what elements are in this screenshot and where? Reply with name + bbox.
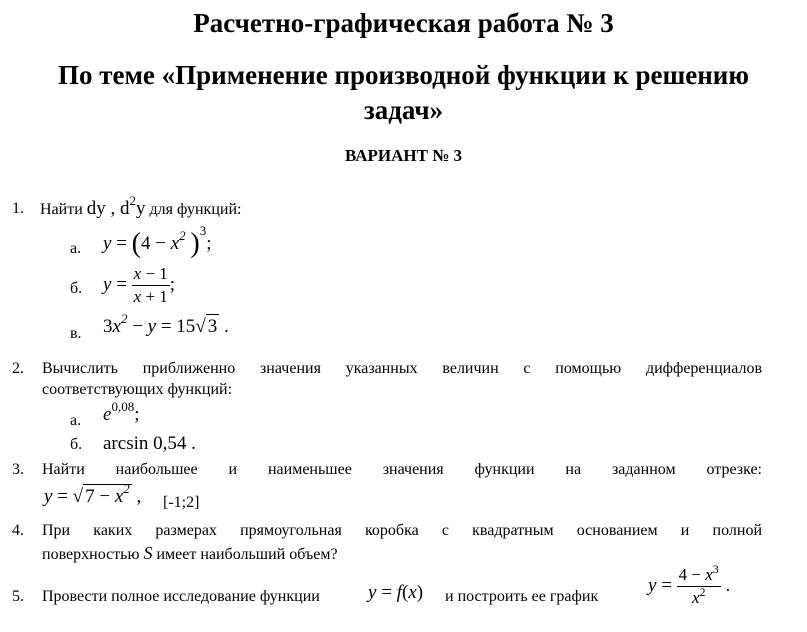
task-5-text-before: Провести полное исследование функции: [42, 588, 320, 605]
task-5-number: 5.: [12, 588, 24, 605]
task-2-line-1: Вычислить приближенно значения указанных величин с помощью дифференциалов: [42, 360, 762, 377]
task-2-item-a-formula: $e^{0,08}$;: [103, 399, 140, 425]
task-2-line-2: соответствующих функций:: [42, 381, 233, 398]
task-2-number: 2.: [12, 360, 24, 377]
task-5-formula-f: y = f(x): [368, 582, 424, 603]
task-1-number: 1.: [12, 200, 24, 217]
topic-line-2: задач»: [363, 95, 444, 125]
page-title: Расчетно-графическая работа № 3: [193, 8, 614, 38]
task-4-number: 4.: [12, 522, 24, 539]
task-5-formula-graph: y = $\frac{4 - x^3}{x^2}$ .: [648, 562, 731, 607]
task-1-text: [40, 193, 242, 220]
task-3-interval: [-1;2]: [163, 494, 200, 511]
topic-line-1: По теме «Применение производной функции к решению: [58, 60, 749, 90]
task-1-text-before: Найти: [40, 201, 83, 218]
task-3-number: 3.: [12, 461, 24, 478]
task-2-item-b-label: б.: [70, 436, 83, 453]
task-2-item-a-label: а.: [70, 412, 82, 429]
task-1-item-b-label: б.: [70, 280, 83, 297]
task-3-line-1: Найти наибольшее и наименьшее значения функции на заданном отрезке:: [42, 461, 762, 478]
task-4-line-2-before: поверхностью: [42, 546, 140, 563]
task-1-item-c-label: в.: [70, 325, 82, 342]
task-5-text-mid: и построить ее график: [445, 588, 599, 605]
task-4-line-2-after: имеет наибольший объем?: [156, 546, 338, 563]
task-1-item-b-formula: y = $\frac{x - 1}{x + 1}$ ;: [103, 264, 176, 306]
task-1-item-c-formula: $3x^2 - y = 15√$ 3 .: [103, 311, 229, 337]
task-1-item-a-formula: $y = (4 - x^2$ )$^3$;: [103, 223, 212, 259]
task-4-variable-s: S: [143, 543, 153, 563]
task-2-item-b-formula: arcsin 0,54 .: [103, 433, 196, 454]
task-4-line-2: [42, 543, 338, 564]
task-1-formula-dy: dy , $d^2y$: [86, 193, 146, 219]
task-1-text-after: для функций:: [149, 201, 242, 218]
task-4-line-1: При каких размерах прямоугольная коробка с квадратным основанием и полной: [42, 522, 762, 539]
variant-heading: ВАРИАНТ № 3: [344, 146, 463, 165]
task-3-formula: y = √ $7 - x^2$ ,: [44, 481, 142, 507]
task-1-item-a-label: а.: [70, 240, 82, 257]
